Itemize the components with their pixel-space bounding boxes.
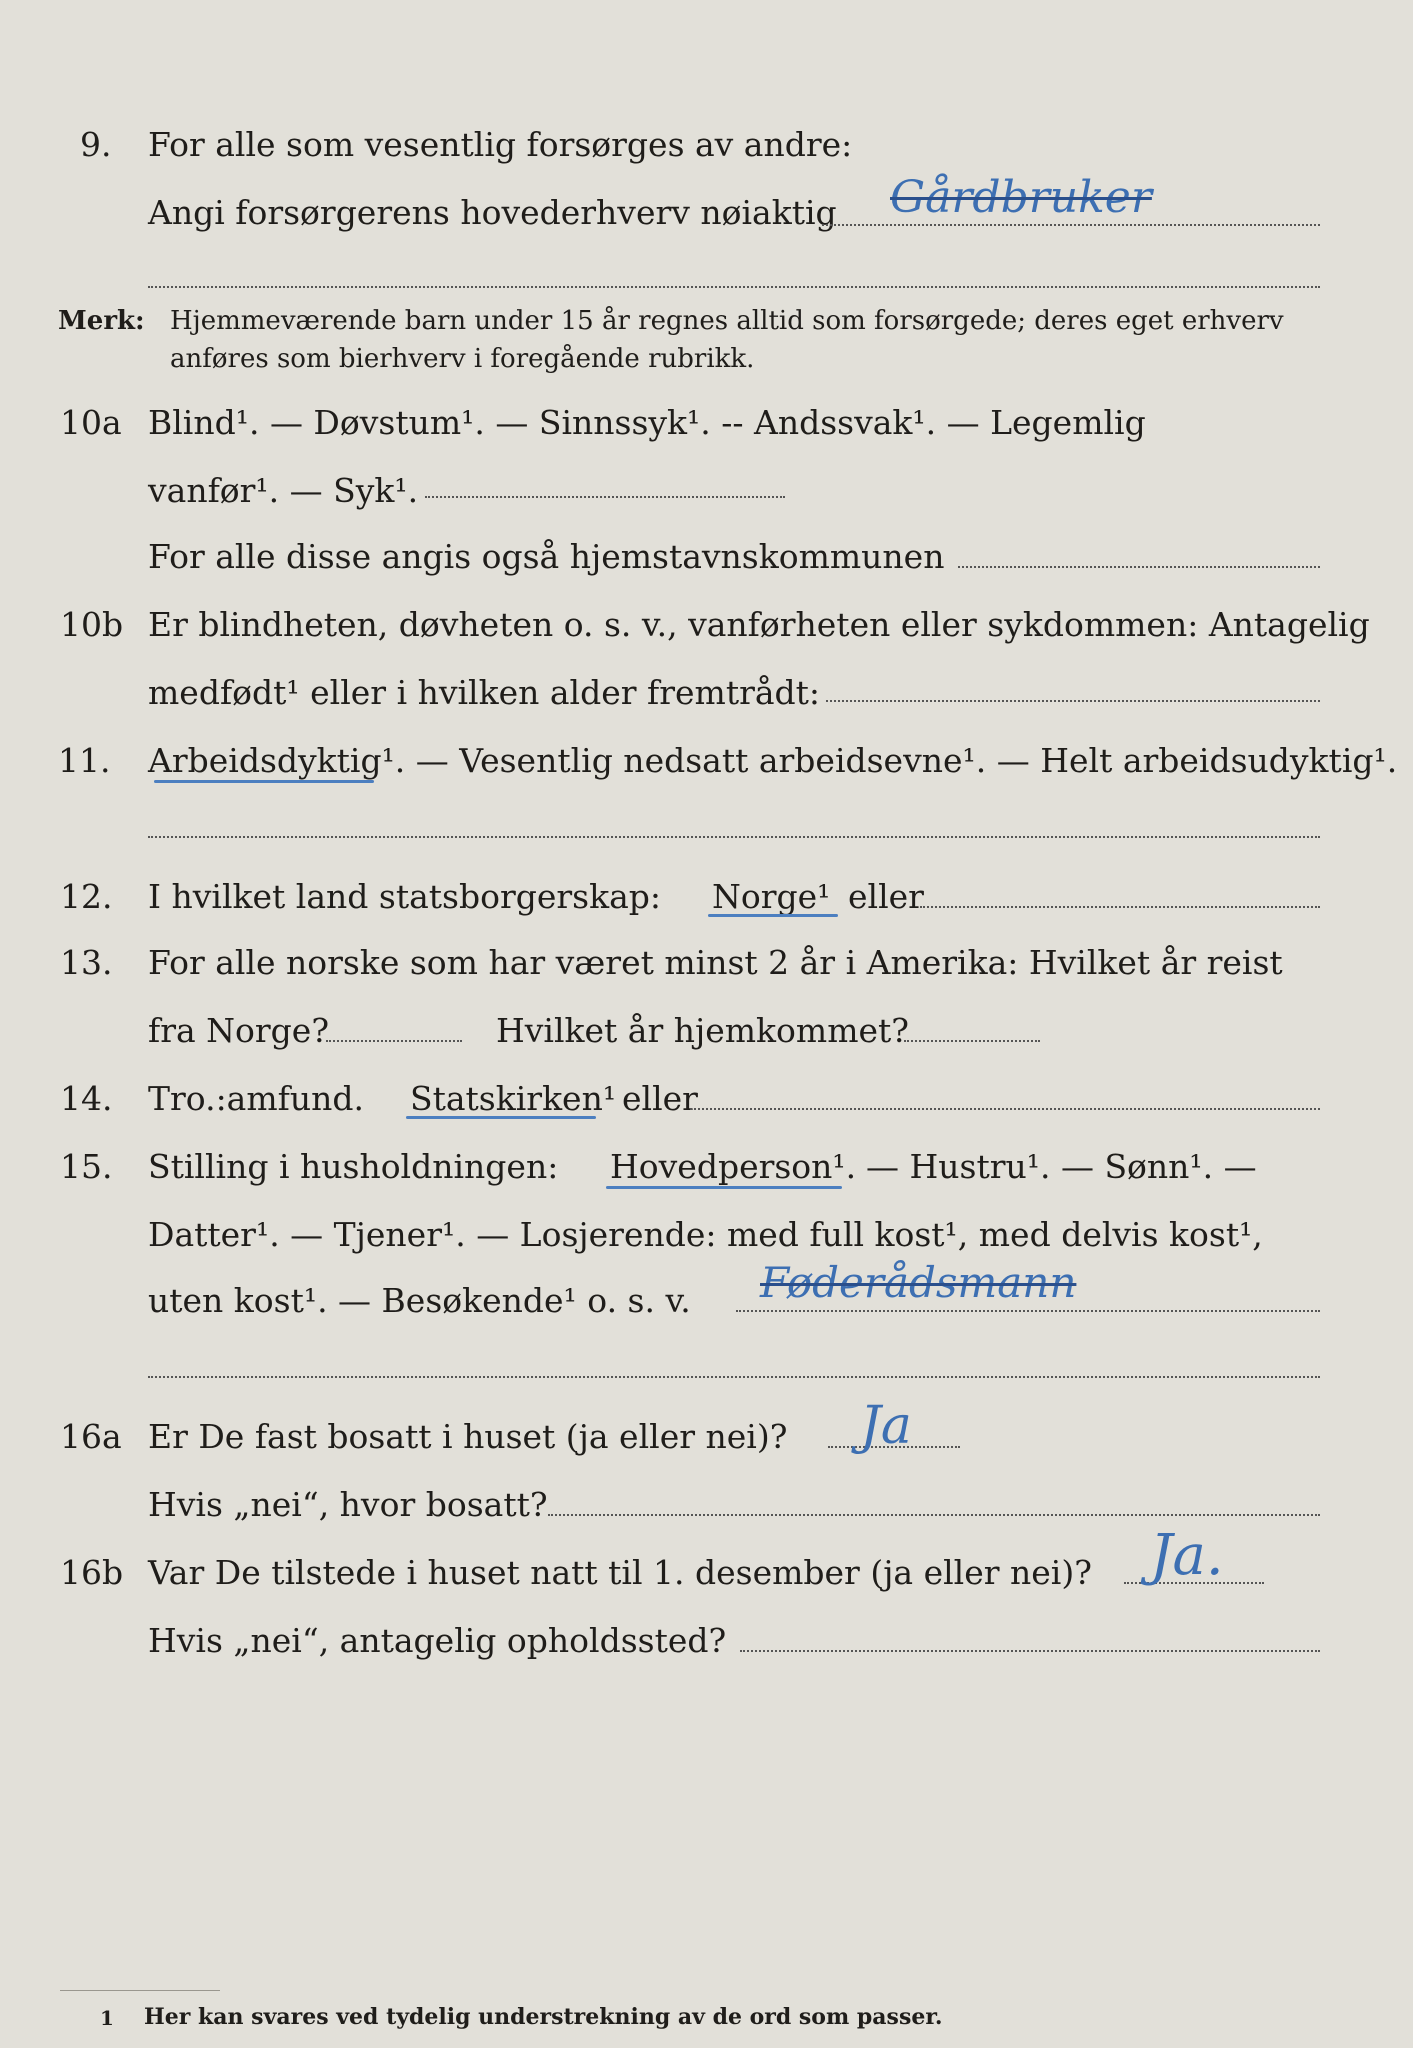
q10b-number: 10b	[60, 605, 124, 644]
q16a-bosatt-line[interactable]	[548, 1514, 1320, 1516]
q16a-line1: Er De fast bosatt i huset (ja eller nei)?	[148, 1417, 788, 1456]
q16b-number: 16b	[60, 1553, 124, 1592]
q13-line1: For alle norske som har været minst 2 år i Amerika: Hvilket år reist	[148, 943, 1283, 982]
q16b-handwritten-answer: Ja.	[1150, 1523, 1224, 1588]
q15-line1: Stilling i husholdningen:	[148, 1147, 559, 1186]
q13-line2a: fra Norge?	[148, 1011, 330, 1050]
q10b-answer-line[interactable]	[826, 700, 1320, 702]
q9-extra-line[interactable]	[148, 286, 1320, 288]
q15-line2: Datter¹. — Tjener¹. — Losjerende: med full kost¹, med delvis kost¹,	[148, 1215, 1263, 1254]
q11-arbeidsdyktig-underline	[154, 780, 374, 783]
q16a-handwritten-answer: Ja	[860, 1396, 912, 1456]
q10a-line1: Blind¹. — Døvstum¹. — Sinnssyk¹. -- Andssvak¹. — Legemlig	[148, 403, 1146, 442]
q15-line3: uten kost¹. — Besøkende¹ o. s. v.	[148, 1281, 691, 1320]
q16b-line1: Var De tilstede i huset natt til 1. desember (ja eller nei)?	[148, 1553, 1092, 1592]
q15-extra-line[interactable]	[148, 1376, 1320, 1378]
q10a-hjemstavn-line[interactable]	[958, 566, 1320, 568]
merk-label: Merk:	[58, 306, 145, 336]
q9-answer-line[interactable]	[822, 224, 1320, 226]
q13-hjemkommet-line[interactable]	[904, 1040, 1040, 1042]
footnote-text: Her kan svares ved tydelig understrekning av de ord som passer.	[144, 2004, 943, 2030]
q15-hovedperson: Hovedperson¹.	[610, 1147, 857, 1186]
q12-answer-line[interactable]	[920, 906, 1320, 908]
q14-line1: Tro.:amfund.	[148, 1079, 364, 1118]
q14-number: 14.	[60, 1079, 113, 1118]
q14-answer-line[interactable]	[690, 1108, 1320, 1110]
q13-line2b: Hvilket år hjemkommet?	[496, 1011, 909, 1050]
q12-number: 12.	[60, 877, 113, 916]
q11-line1: Arbeidsdyktig¹. — Vesentlig nedsatt arbeidsevne¹. — Helt arbeidsudyktig¹.	[148, 741, 1398, 780]
q16b-line2: Hvis „nei“, antagelig opholdssted?	[148, 1621, 727, 1660]
q13-reist-line[interactable]	[326, 1040, 462, 1042]
q12-norge: Norge¹	[712, 877, 831, 916]
q15-hovedperson-underline	[606, 1186, 842, 1189]
q16a-number: 16a	[60, 1417, 122, 1456]
q16a-line2: Hvis „nei“, hvor bosatt?	[148, 1485, 548, 1524]
q9-line2: Angi forsørgerens hovederhverv nøiaktig	[148, 193, 837, 232]
q10b-line2: medfødt¹ eller i hvilken alder fremtrådt:	[148, 673, 821, 712]
q16b-opholdssted-line[interactable]	[740, 1650, 1320, 1652]
q10a-line3: For alle disse angis også hjemstavnskommunen	[148, 537, 945, 576]
q10b-line1: Er blindheten, døvheten o. s. v., vanførheten eller sykdommen: Antagelig	[148, 605, 1370, 644]
q11-extra-line[interactable]	[148, 836, 1320, 838]
footnote-rule	[60, 1990, 220, 1991]
q12-norge-underline	[708, 914, 838, 917]
merk-line1: Hjemmeværende barn under 15 år regnes alltid som forsørgede; deres eget erhverv	[170, 306, 1284, 336]
q15-line1b: — Hustru¹. — Sønn¹. —	[866, 1147, 1257, 1186]
q12-eller: eller	[848, 877, 924, 916]
q10a-number: 10a	[60, 403, 122, 442]
q13-number: 13.	[60, 943, 113, 982]
q14-statskirken: Statskirken¹	[410, 1079, 617, 1118]
q15-handwritten-answer: Føderådsmann	[760, 1258, 1077, 1307]
q12-line1: I hvilket land statsborgerskap:	[148, 877, 662, 916]
q10a-line2: vanfør¹. — Syk¹.	[148, 471, 419, 510]
q14-eller: eller	[622, 1079, 698, 1118]
q9-line1: For alle som vesentlig forsørges av andre:	[148, 125, 853, 164]
q15-answer-line[interactable]	[736, 1310, 1320, 1312]
merk-line2: anføres som bierhverv i foregående rubrikk.	[170, 344, 755, 374]
footnote-mark: 1	[100, 2006, 114, 2030]
q9-number: 9.	[80, 125, 112, 164]
q15-number: 15.	[60, 1147, 113, 1186]
q10a-syk-line[interactable]	[425, 496, 785, 498]
q14-statskirken-underline	[406, 1116, 596, 1119]
q11-number: 11.	[58, 741, 111, 780]
q9-handwritten-answer: Gårdbruker	[890, 172, 1152, 223]
